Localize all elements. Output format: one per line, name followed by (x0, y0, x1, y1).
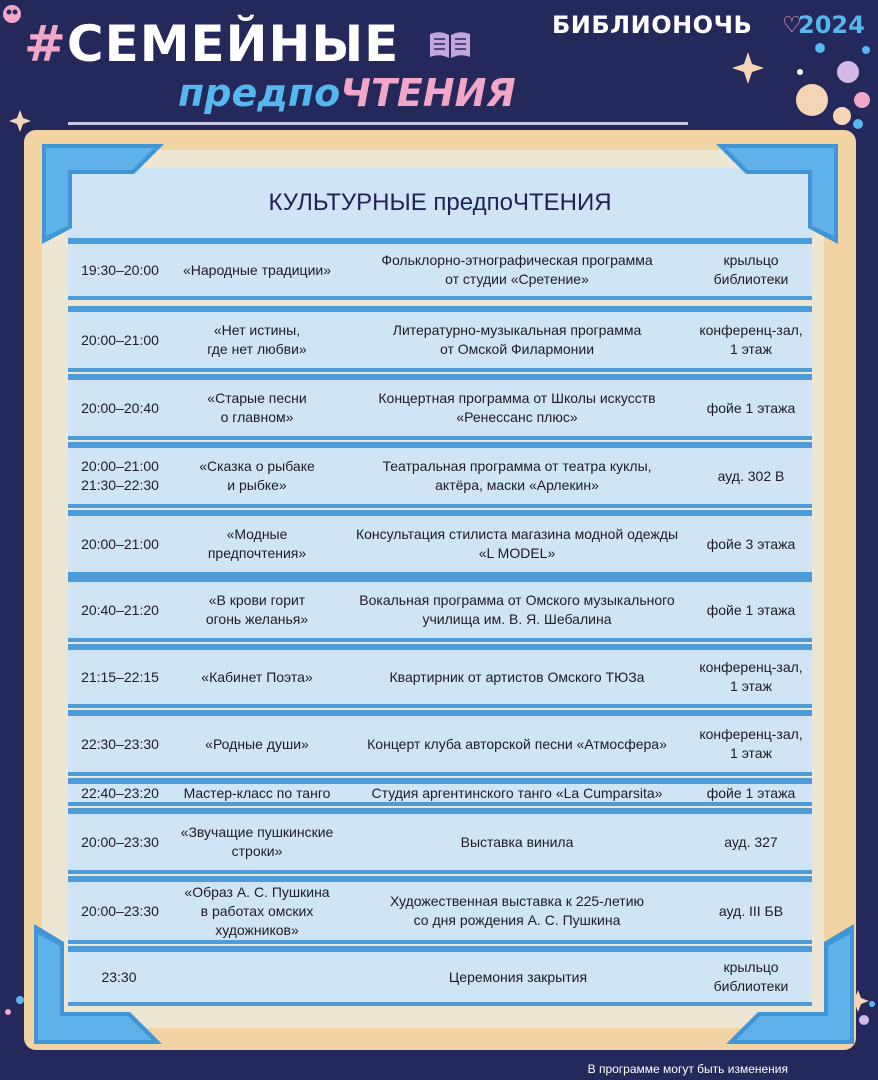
row-place: конференц-зал, 1 этаж (699, 322, 803, 357)
row-title: «Модные предпочтения» (207, 526, 307, 561)
row-description: Вокальная программа от Омского музыкального училища им. В. Я. Шебалина (359, 592, 675, 627)
header-title-text: СЕМЕЙНЫЕ (66, 15, 400, 73)
brand-year: 2024 (798, 11, 865, 39)
row-time: 20:00–21:00 (81, 331, 159, 348)
footnote: В программе могут быть изменения (587, 1062, 788, 1076)
closing-place: крыльцо библиотеки (713, 959, 789, 994)
row-time: 20:00–21:00 (81, 535, 159, 552)
row-time: 22:30–23:30 (81, 735, 159, 752)
schedule-row (68, 576, 812, 642)
row-description: Художественная выставка к 225-летию со дня рождения А. С. Пушкина (389, 893, 645, 928)
header-subtitle-part2: ЧТЕНИЯ (340, 71, 516, 115)
row-title: «Родные души» (205, 735, 309, 752)
header-title (24, 14, 399, 74)
row-description: Квартирник от артистов Омского ТЮЗа (389, 668, 645, 685)
header-subtitle (178, 70, 516, 116)
row-title: «Звучащие пушкинские строки» (180, 824, 334, 859)
section-title: КУЛЬТУРНЫЕ предпоЧТЕНИЯ (268, 189, 612, 216)
row-title: «Народные традиции» (182, 261, 331, 278)
schedule-row (68, 374, 812, 440)
row-title: «Кабинет Поэта» (201, 668, 313, 685)
row-title: Мастер-класс по танго (183, 784, 331, 801)
schedule-row (68, 442, 812, 508)
book-icon (428, 30, 472, 60)
photo-corner-top-left (42, 144, 164, 244)
row-description: Студия аргентинского танго «La Cumparsita» (371, 784, 663, 801)
row-description: Концерт клуба авторской песни «Атмосфера» (367, 735, 667, 752)
row-title: «Сказка о рыбаке и рыбке» (199, 458, 315, 493)
schedule-row (68, 306, 812, 372)
closing-row (68, 946, 812, 1006)
row-place: крыльцо библиотеки (713, 252, 789, 287)
row-title: «Нет истины, где нет любви» (207, 322, 307, 357)
heart-icon: ♡ (782, 12, 802, 37)
schedule-row (68, 808, 812, 874)
row-place: ауд. 302 В (717, 467, 785, 484)
row-place: конференц-зал, 1 этаж (699, 726, 803, 761)
row-time: 20:00–21:00 21:30–22:30 (81, 458, 159, 493)
row-title: «Образ А. С. Пушкина в работах омских художников» (184, 883, 330, 938)
photo-corner-bottom-left (34, 924, 162, 1044)
row-description: Выставка винила (460, 833, 574, 850)
schedule-row (68, 778, 812, 806)
header-subtitle-part1: предпо (178, 71, 341, 115)
row-description: Концертная программа от Школы искусств «Ренессанс плюс» (378, 390, 656, 425)
schedule-row (68, 238, 812, 300)
photo-corner-top-right (716, 144, 838, 244)
header-divider (68, 122, 688, 125)
row-description: Литературно-музыкальная программа от Омской Филармонии (392, 322, 642, 357)
row-title: «В крови горит огонь желанья» (205, 592, 309, 627)
schedule-row (68, 876, 812, 944)
schedule-row (68, 710, 812, 776)
row-time: 20:00–23:30 (81, 902, 159, 919)
row-place: фойе 3 этажа (706, 535, 796, 552)
closing-time: 23:30 (101, 968, 137, 985)
section-heading (68, 168, 812, 244)
owl-logo-icon (3, 5, 21, 23)
photo-corner-bottom-right (726, 924, 854, 1044)
row-place: фойе 1 этажа (706, 784, 796, 801)
row-description: Театральная программа от театра куклы, актёра, маски «Арлекин» (382, 458, 652, 493)
row-time: 20:00–20:40 (81, 399, 159, 416)
row-time: 20:00–23:30 (81, 833, 159, 850)
header-hash: # (24, 15, 67, 73)
brand-name: БИБЛИОНОЧЬ (552, 11, 753, 39)
row-place: конференц-зал, 1 этаж (699, 659, 803, 694)
row-time: 21:15–22:15 (81, 668, 159, 685)
schedule-row (68, 510, 812, 576)
row-time: 20:40–21:20 (81, 601, 159, 618)
row-title: «Старые песни о главном» (207, 390, 307, 425)
row-place: ауд. 327 (724, 833, 778, 850)
row-description: Фольклорно-этнографическая программа от студии «Сретение» (381, 252, 653, 287)
row-description: Консультация стилиста магазина модной одежды «L MODEL» (355, 526, 679, 561)
closing-description: Церемония закрытия (448, 968, 588, 985)
row-place: ауд. III БВ (718, 902, 784, 919)
row-place: фойе 1 этажа (706, 601, 796, 618)
row-place: фойе 1 этажа (706, 399, 796, 416)
row-time: 22:40–23:20 (81, 784, 159, 801)
row-time: 19:30–20:00 (81, 261, 159, 278)
schedule-row (68, 644, 812, 708)
